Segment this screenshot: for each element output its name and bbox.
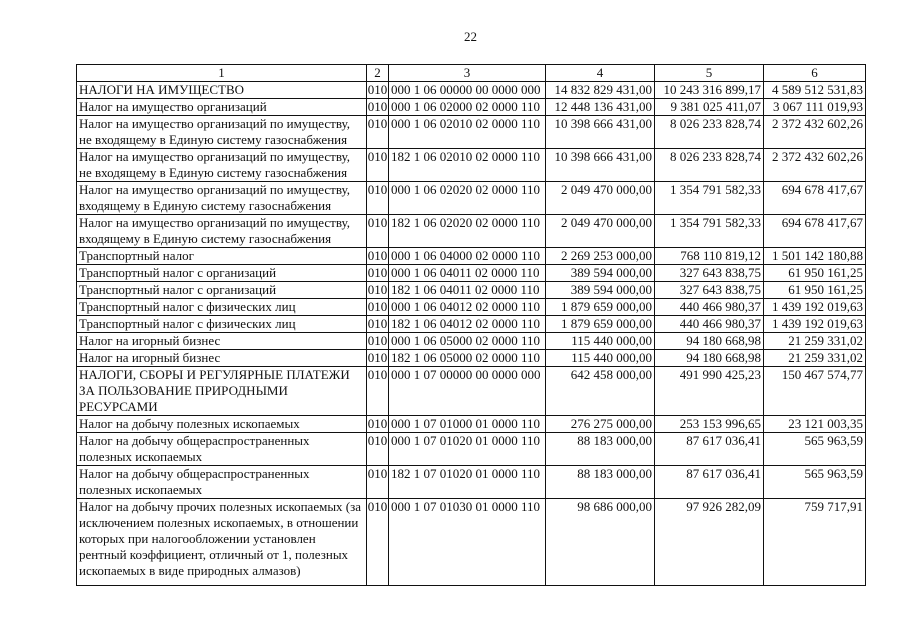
cell-col4: 98 686 000,00	[546, 499, 655, 586]
cell-col6: 565 963,59	[764, 466, 866, 499]
cell-line-code: 010	[367, 416, 388, 431]
cell-line-code: 010	[367, 182, 389, 215]
cell-budget-code: 000 1 07 01000 01 0000 110	[389, 416, 546, 433]
cell-name: Транспортный налог с организаций	[77, 282, 367, 299]
cell-col4: 1 879 659 000,00	[546, 316, 655, 333]
cell-name: Налог на добычу общераспространенных полезных ископаемых	[77, 433, 367, 466]
cell-name: Налог на добычу общераспространенных полезных ископаемых	[77, 466, 367, 499]
table-row	[77, 333, 866, 350]
table-row	[77, 248, 866, 265]
cell-col5: 9 381 025 411,07	[655, 99, 764, 116]
table-row	[77, 82, 866, 99]
cell-name: Транспортный налог с физических лиц	[77, 299, 367, 316]
cell-col5: 491 990 425,23	[655, 367, 764, 416]
cell-col5: 97 926 282,09	[655, 499, 764, 586]
cell-budget-code: 182 1 06 02010 02 0000 110	[389, 149, 546, 182]
cell-budget-code: 000 1 07 01020 01 0000 110	[389, 433, 546, 466]
column-header-3: 3	[389, 65, 546, 82]
cell-name: Транспортный налог с организаций	[77, 265, 367, 282]
column-header-2: 2	[367, 65, 389, 82]
cell-line-code: 010	[367, 149, 389, 182]
cell-col4: 14 832 829 431,00	[546, 82, 655, 99]
cell-col4: 10 398 666 431,00	[546, 149, 655, 182]
table-row	[77, 215, 866, 248]
table-row	[77, 466, 866, 499]
cell-col6: 23 121 003,35	[764, 416, 866, 433]
table-row	[77, 282, 866, 299]
cell-budget-code: 182 1 06 04012 02 0000 110	[389, 316, 546, 333]
cell-budget-code: 000 1 06 04012 02 0000 110	[389, 299, 546, 316]
cell-col6: 694 678 417,67	[764, 182, 866, 215]
table-row	[77, 299, 866, 316]
cell-col5: 327 643 838,75	[655, 265, 764, 282]
table-row	[77, 350, 866, 367]
cell-col6: 21 259 331,02	[764, 333, 866, 350]
cell-budget-code: 000 1 07 01030 01 0000 110	[389, 499, 546, 586]
page-number: 22	[464, 29, 477, 44]
cell-col5: 8 026 233 828,74	[655, 116, 764, 149]
cell-budget-code: 000 1 06 04000 02 0000 110	[389, 248, 546, 265]
cell-line-code: 010	[367, 367, 389, 416]
cell-col4: 88 183 000,00	[546, 433, 655, 466]
cell-budget-code: 000 1 06 02010 02 0000 110	[389, 116, 546, 149]
cell-line-code: 010	[367, 116, 389, 149]
column-header-4: 4	[546, 65, 655, 82]
cell-col4: 2 049 470 000,00	[546, 182, 655, 215]
cell-col4: 276 275 000,00	[546, 416, 655, 433]
cell-line-code: 010	[367, 265, 388, 280]
cell-col6: 61 950 161,25	[764, 265, 866, 282]
cell-name: Налог на игорный бизнес	[77, 333, 367, 350]
cell-name: Налог на добычу полезных ископаемых	[77, 416, 367, 433]
table-row	[77, 416, 866, 433]
cell-col5: 1 354 791 582,33	[655, 182, 764, 215]
column-header-5: 5	[655, 65, 764, 82]
cell-col6: 565 963,59	[764, 433, 866, 466]
cell-col4: 642 458 000,00	[546, 367, 655, 416]
cell-col6: 3 067 111 019,93	[764, 99, 866, 116]
cell-col6: 1 439 192 019,63	[764, 316, 866, 333]
cell-name: Налог на имущество организаций по имуществу, входящему в Единую систему газоснабжения	[77, 182, 367, 215]
cell-line-code: 010	[367, 466, 389, 499]
table-row	[77, 99, 866, 116]
cell-col4: 115 440 000,00	[546, 333, 655, 350]
cell-col6: 759 717,91	[764, 499, 866, 586]
table-row	[77, 499, 866, 586]
cell-col5: 94 180 668,98	[655, 350, 764, 367]
cell-name: НАЛОГИ, СБОРЫ И РЕГУЛЯРНЫЕ ПЛАТЕЖИ ЗА ПОЛЬЗОВАНИЕ ПРИРОДНЫМИ РЕСУРСАМИ	[77, 367, 367, 416]
cell-col4: 10 398 666 431,00	[546, 116, 655, 149]
table-row	[77, 367, 866, 416]
cell-col5: 87 617 036,41	[655, 433, 764, 466]
cell-budget-code: 000 1 06 02000 02 0000 110	[389, 99, 546, 116]
cell-col6: 21 259 331,02	[764, 350, 866, 367]
cell-budget-code: 182 1 06 05000 02 0000 110	[389, 350, 546, 367]
cell-budget-code: 000 1 07 00000 00 0000 000	[389, 367, 546, 416]
header-row	[77, 65, 866, 82]
cell-line-code: 010	[367, 316, 388, 331]
cell-col6: 1 439 192 019,63	[764, 299, 866, 316]
cell-budget-code: 000 1 06 05000 02 0000 110	[389, 333, 546, 350]
cell-name: Транспортный налог	[77, 248, 367, 265]
cell-line-code: 010	[367, 248, 388, 263]
cell-col5: 8 026 233 828,74	[655, 149, 764, 182]
cell-col4: 115 440 000,00	[546, 350, 655, 367]
cell-col6: 61 950 161,25	[764, 282, 866, 299]
cell-col4: 389 594 000,00	[546, 265, 655, 282]
cell-name: Налог на добычу прочих полезных ископаемых (за исключением полезных ископаемых, в отношении которых при налогообложении установлен рентный коэффициент, отличный от 1, полезных ископаемых в виде природных алмазов)	[77, 499, 367, 586]
revenue-table	[76, 64, 866, 586]
cell-col6: 4 589 512 531,83	[764, 82, 866, 99]
cell-col4: 389 594 000,00	[546, 282, 655, 299]
cell-col4: 2 049 470 000,00	[546, 215, 655, 248]
cell-col5: 768 110 819,12	[655, 248, 764, 265]
table-header	[77, 65, 866, 82]
cell-col5: 253 153 996,65	[655, 416, 764, 433]
column-header-6: 6	[764, 65, 866, 82]
cell-name: Транспортный налог с физических лиц	[77, 316, 367, 333]
cell-col6: 694 678 417,67	[764, 215, 866, 248]
table-row	[77, 116, 866, 149]
cell-name: Налог на имущество организаций	[77, 99, 367, 116]
cell-col4: 2 269 253 000,00	[546, 248, 655, 265]
cell-budget-code: 182 1 06 04011 02 0000 110	[389, 282, 546, 299]
cell-name: Налог на игорный бизнес	[77, 350, 367, 367]
column-header-1: 1	[77, 65, 367, 82]
cell-line-code: 010	[367, 282, 388, 297]
cell-name: Налог на имущество организаций по имуществу, не входящему в Единую систему газоснабжения	[77, 116, 367, 149]
cell-budget-code: 182 1 07 01020 01 0000 110	[389, 466, 546, 499]
table-row	[77, 316, 866, 333]
cell-name: НАЛОГИ НА ИМУЩЕСТВО	[77, 82, 367, 99]
cell-col5: 10 243 316 899,17	[655, 82, 764, 99]
cell-line-code: 010	[367, 499, 389, 586]
cell-line-code: 010	[367, 350, 388, 365]
cell-budget-code: 000 1 06 04011 02 0000 110	[389, 265, 546, 282]
table-row	[77, 265, 866, 282]
cell-line-code: 010	[367, 299, 388, 314]
cell-name: Налог на имущество организаций по имуществу, входящему в Единую систему газоснабжения	[77, 215, 367, 248]
cell-col5: 87 617 036,41	[655, 466, 764, 499]
cell-col5: 327 643 838,75	[655, 282, 764, 299]
cell-col6: 2 372 432 602,26	[764, 149, 866, 182]
cell-col5: 1 354 791 582,33	[655, 215, 764, 248]
cell-line-code: 010	[367, 82, 388, 97]
cell-line-code: 010	[367, 99, 388, 114]
cell-col4: 88 183 000,00	[546, 466, 655, 499]
cell-budget-code: 000 1 06 00000 00 0000 000	[389, 82, 546, 99]
table-row	[77, 149, 866, 182]
cell-col6: 2 372 432 602,26	[764, 116, 866, 149]
cell-line-code: 010	[367, 215, 389, 248]
cell-name: Налог на имущество организаций по имуществу, не входящему в Единую систему газоснабжения	[77, 149, 367, 182]
cell-col5: 440 466 980,37	[655, 316, 764, 333]
table-body	[77, 82, 866, 586]
cell-col4: 12 448 136 431,00	[546, 99, 655, 116]
cell-col5: 440 466 980,37	[655, 299, 764, 316]
cell-col4: 1 879 659 000,00	[546, 299, 655, 316]
cell-col5: 94 180 668,98	[655, 333, 764, 350]
cell-line-code: 010	[367, 333, 388, 348]
cell-col6: 1 501 142 180,88	[764, 248, 866, 265]
cell-col6: 150 467 574,77	[764, 367, 866, 416]
cell-line-code: 010	[367, 433, 389, 466]
cell-budget-code: 182 1 06 02020 02 0000 110	[389, 215, 546, 248]
table-row	[77, 433, 866, 466]
table-row	[77, 182, 866, 215]
cell-budget-code: 000 1 06 02020 02 0000 110	[389, 182, 546, 215]
